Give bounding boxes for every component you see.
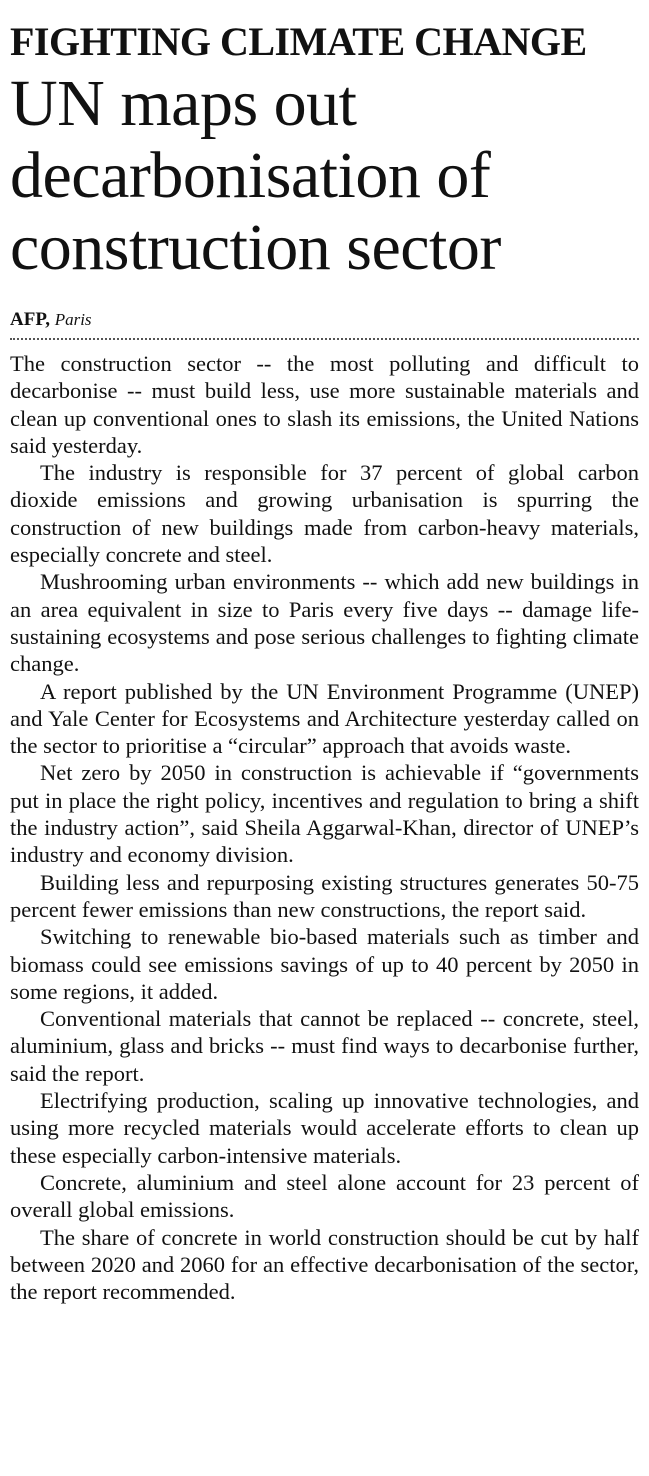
article-paragraph: Switching to renewable bio-based materials such as timber and biomass could see emissions savings of up to 40 percent by 2050 in some regions, it added.: [10, 924, 639, 1004]
article-paragraph: The construction sector -- the most polluting and difficult to decarbonise -- must build less, use more sustainable materials and clean up conventional ones to slash its emissions, the United Nations said yesterday.: [10, 351, 639, 458]
article-paragraph: Electrifying production, scaling up innovative technologies, and using more recycled materials would accelerate efforts to clean up these especially carbon-intensive materials.: [10, 1088, 639, 1168]
article-paragraph: Concrete, aluminium and steel alone account for 23 percent of overall global emissions.: [10, 1169, 639, 1223]
article-paragraph: The share of concrete in world construction should be cut by half between 2020 and 2060 for an effective decarbonisation of the sector, the report recommended.: [10, 1224, 639, 1305]
article-paragraph: Mushrooming urban environments -- which add new buildings in an area equivalent in size to Paris every five days -- damage life-sustaining ecosystems and pose serious challenges to fighting climate change.: [10, 569, 639, 677]
article-body: [10, 350, 639, 1305]
article-headline: UN maps out decarbonisation of construction sector: [10, 67, 501, 284]
article-kicker: FIGHTING CLIMATE CHANGE: [10, 19, 587, 64]
dotted-divider: [10, 338, 639, 340]
byline: [10, 308, 639, 332]
article-paragraph: Net zero by 2050 in construction is achievable if “governments put in place the right policy, incentives and regulation to bring a shift the industry action”, said Sheila Aggarwal-Khan, director of UNEP’s industry and economy division.: [10, 760, 639, 868]
article-paragraph: Building less and repurposing existing structures generates 50-75 percent fewer emissions than new constructions, the report said.: [10, 869, 639, 922]
article-paragraph: Conventional materials that cannot be replaced -- concrete, steel, aluminium, glass and bricks -- must find ways to decarbonise further, said the report.: [10, 1006, 639, 1086]
article-paragraph: A report published by the UN Environment Programme (UNEP) and Yale Center for Ecosystems and Architecture yesterday called on the sector to prioritise a “circular” approach that avoids waste.: [10, 678, 639, 759]
byline-agency: AFP,: [10, 309, 50, 330]
byline-place: Paris: [54, 310, 92, 329]
article-paragraph: The industry is responsible for 37 percent of global carbon dioxide emissions and growing urbanisation is spurring the construction of new buildings made from carbon-heavy materials, especially concrete and steel.: [10, 460, 639, 568]
